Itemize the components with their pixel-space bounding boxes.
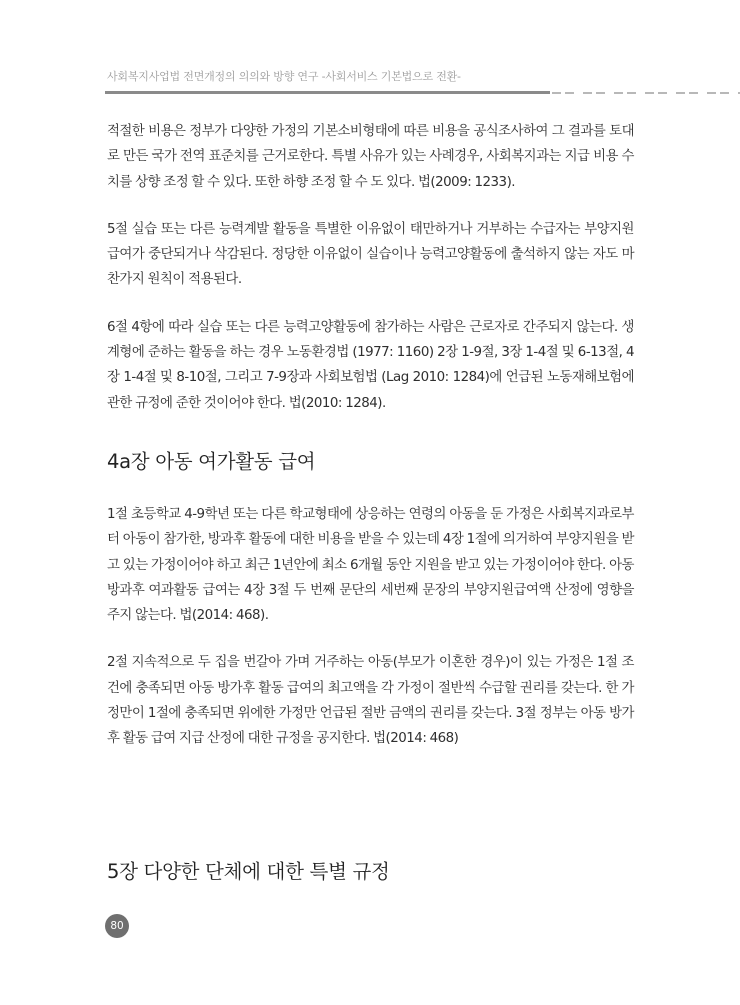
running-header: 사회복지사업법 전면개정의 의의와 방향 연구 -사회서비스 기본법으로 전환- (107, 70, 461, 83)
paragraph-section-5: 5절 실습 또는 다른 능력계발 활동을 특별한 이유없이 태만하거나 거부하는 수급자는 부양지원급여가 중단되거나 삭감된다. 정당한 이유없이 실습이나 능력고양활동에 출석하지 않는 자도 마찬가지 원칙이 적용된다. (107, 221, 634, 288)
chapter-heading-4a: 4a장 아동 여가활동 급여 (107, 449, 316, 473)
paragraph-4a-section-2: 2절 지속적으로 두 집을 번갈아 가며 거주하는 아동(부모가 이혼한 경우)이 있는 가정은 1절 조건에 충족되면 아동 방가후 활동 급여의 최고액을 각 가정이 절반씩 수급할 권리를 갖는다. 한 가정만이 1절에 충족되면 위에한 가정만 언급된 절반 금액의 권리를 갖는다. 3절 정부는 아동 방가후 활동 급여 지급 산정에 대한 규정을 공지한다. 법(2014: 468) (107, 655, 634, 747)
page-body (107, 119, 634, 752)
header-dashed-rule (552, 92, 740, 94)
page-number-badge: 80 (105, 914, 129, 938)
paragraph-section-6: 6절 4항에 따라 실습 또는 다른 능력고양활동에 참가하는 사람은 근로자로 간주되지 않는다. 생계형에 준하는 활동을 하는 경우 노동환경법 (1977: 1160) 2장 1-9절, 3장 1-4절 및 6-13절, 4장 1-4절 및 8-10절, 그리고 7-9장과 사회보험법 (Lag 2010: 1284)에 언급된 노동재해보험에 관한 규정에 준한 것이어야 한다. 법(2010: 1284). (107, 319, 634, 411)
header-rule (105, 91, 550, 94)
paragraph-4a-section-1: 1절 초등학교 4-9학년 또는 다른 학교형태에 상응하는 연령의 아동을 둔 가정은 사회복지과로부터 아동이 참가한, 방과후 활동에 대한 비용을 받을 수 있는데 4장 1절에 의거하여 부양지원을 받고 있는 가정이어야 하고 최근 1년안에 최소 6개월 동안 지원을 받고 있는 가정이어야 한다. 아동 방과후 여과활동 급여는 4장 3절 두 번째 문단의 세번째 문장의 부양지원급여액 산정에 영향을 주지 않는다. 법(2014: 468). (107, 506, 634, 624)
chapter-heading-5: 5장 다양한 단체에 대한 특별 규정 (107, 860, 390, 883)
paragraph-cost-standard: 적절한 비용은 정부가 다양한 가정의 기본소비형태에 따른 비용을 공식조사하여 그 결과를 토대로 만든 국가 전역 표준치를 근거로한다. 특별 사유가 있는 사례경우, 사회복지과는 지급 비용 수치를 상향 조정 할 수 있다. 또한 하향 조정 할 수 도 있다. 법(2009: 1233). (107, 124, 634, 190)
